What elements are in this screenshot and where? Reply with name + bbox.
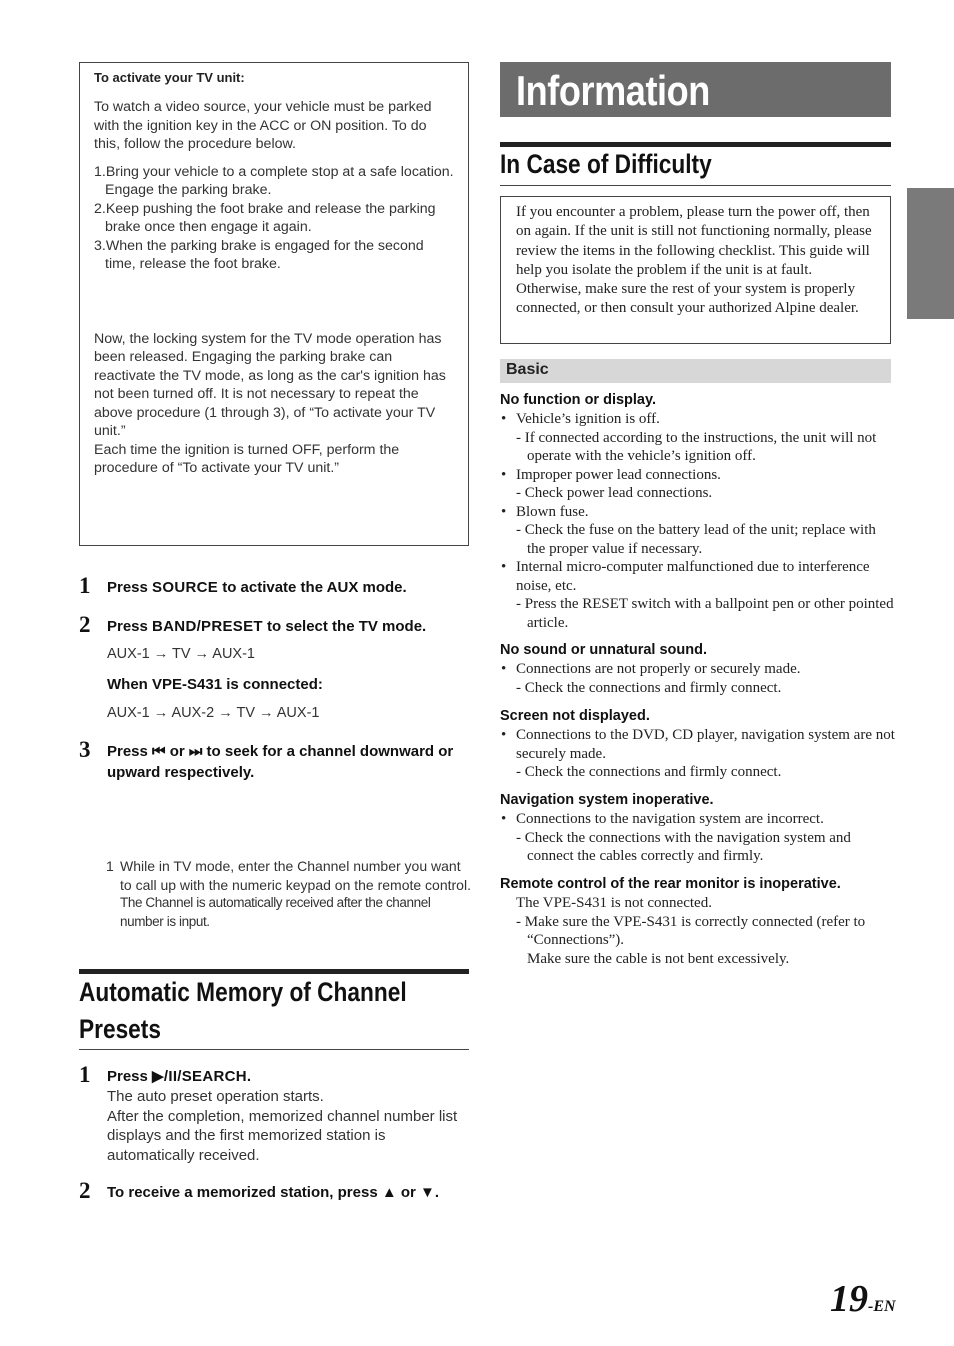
basic-subsection-bar [500,359,891,383]
step-text: . [246,1068,252,1085]
note-number: 1 [106,858,114,874]
auto-memory-title: Automatic Memory of Channel Presets [79,977,407,1044]
step-text: Press [107,1068,153,1085]
channel-note [106,857,471,931]
cause-item: • Connections are not properly or securely made. [500,660,895,679]
section-rule [79,1049,469,1050]
basic-label: Basic [506,361,549,378]
mode-sequence-2: AUX-1 → AUX-2 → TV → AUX-1 [107,705,320,721]
remedy-item: - Check the connections and firmly connect. [516,679,782,696]
tv-step-2 [79,612,427,637]
section-rule [500,185,891,186]
step-number: 1 [79,573,91,598]
step-number: 2 [79,612,91,637]
in-case-of-difficulty-title: In Case of Difficulty [500,149,712,179]
step-number: 3 [79,737,91,762]
page-number [830,1277,896,1321]
remedy-item: Make sure the cable is not bent excessively. [527,950,790,967]
trouble-screen-not-displayed [500,707,895,782]
note-text: While in TV mode, enter the Channel number you want to call up with the numeric keypad on the remote control. [120,858,471,893]
difficulty-intro-box: If you encounter a problem, please turn the power off, then on again. If the unit is still not functioning normally, please review the items in the following checklist. This guide will help you isolate the problem if the unit is at fault. Otherwise, make sure the rest of your system is properly connected, or then consult your authorized Alpine dealer. [500,196,891,344]
trouble-heading: Remote control of the rear monitor is inoperative. [500,876,841,892]
tv-box-each-time-text: Each time the ignition is turned OFF, perform the procedure of “To activate your TV unit.” [94,441,400,476]
trouble-navigation-inoperative [500,791,895,866]
step-text: Press ⏮ or ⏭ to seek for a channel downward or upward respectively. [107,743,454,781]
cause-item: • Internal micro-computer malfunctioned due to interference noise, etc. [500,558,895,595]
trouble-no-sound [500,641,895,697]
tv-box-step-1: 1.Bring your vehicle to a complete stop at a safe location. Engage the parking brake. [94,163,454,198]
chapter-side-tab [907,188,954,319]
trouble-heading: No sound or unnatural sound. [500,642,708,658]
tv-box-heading: To activate your TV unit: [94,70,245,85]
step-number: 1 [79,1062,91,1087]
band-preset-button-label: BAND/PRESET [152,618,263,635]
auto-memory-step-2 [79,1178,479,1203]
cause-item: • Connections to the navigation system are incorrect. [500,810,895,829]
step-text: Press [107,618,153,635]
remedy-item: - Press the RESET switch with a ballpoint pen or other pointed article. [516,596,894,631]
page-number-value: 19 [830,1278,868,1320]
tv-step-1 [79,573,407,598]
cause-item: • Blown fuse. [500,503,895,522]
cause-item: The VPE-S431 is not connected. [516,895,712,911]
trouble-heading: Navigation system inoperative. [500,792,714,808]
information-title: Information [516,67,710,114]
trouble-heading: No function or display. [500,392,657,408]
auto-memory-desc-1: The auto preset operation starts. [107,1088,324,1105]
auto-memory-description [107,1087,472,1165]
step-number: 2 [79,1178,91,1203]
cause-item: • Improper power lead connections. [500,466,895,485]
note-small-text: The Channel is automatically received after the channel number is input. [120,895,431,929]
source-button-label: SOURCE [152,579,219,596]
remedy-item: - Check the connections with the navigation system and connect the cables correctly and firmly. [516,829,851,864]
information-banner [500,62,891,117]
cause-item: • Vehicle’s ignition is off. [500,410,895,429]
step-text: Press [107,579,153,596]
vpe-connected-heading: When VPE-S431 is connected: [107,676,323,693]
search-button-label: ▶/II/SEARCH [152,1068,247,1085]
tv-activation-box [79,62,469,546]
remedy-item: - Check the connections and firmly connect. [516,764,782,780]
remedy-item: - Make sure the VPE-S431 is correctly connected (refer to “Connections”). [516,913,866,948]
auto-memory-desc-2: After the completion, memorized channel number list displays and the first memorized station is automatically received. [107,1107,458,1164]
tv-step-3 [79,737,471,783]
mode-sequence-1: AUX-1 → TV → AUX-1 [107,646,255,662]
tv-box-step-3: 3.When the parking brake is engaged for the second time, release the foot brake. [94,237,424,272]
trouble-remote-rear-monitor [500,875,895,968]
cause-item: • Connections to the DVD, CD player, navigation system are not securely made. [500,726,895,763]
tv-box-step-2: 2.Keep pushing the foot brake and release the parking brake once then engage it again. [94,200,436,235]
page-number-suffix: -EN [868,1298,896,1315]
step-text: To receive a memorized station, press ▲ or ▼. [107,1184,440,1201]
step-text: to select the TV mode. [262,618,427,635]
remedy-item: - Check power lead connections. [516,485,713,501]
auto-memory-step-1 [79,1062,252,1087]
step-text: to activate the AUX mode. [218,579,407,596]
trouble-heading: Screen not displayed. [500,708,650,724]
tv-box-released-text: Now, the locking system for the TV mode operation has been released. Engaging the parking brake can reactivate the TV mode, as long as the car's ignition has not been turned off. It is not necessary to repeat the above procedure (1 through 3), of “To activate your TV unit.” [94,330,446,439]
remedy-item: - If connected according to the instructions, the unit will not operate with the vehicle’s ignition off. [516,429,877,464]
tv-box-intro: To watch a video source, your vehicle must be parked with the ignition key in the ACC or ON position. To do this, follow the procedure below. [94,99,432,152]
remedy-item: - Check the fuse on the battery lead of the unit; replace with the proper value if necessary. [516,522,876,557]
trouble-no-function [500,391,895,632]
